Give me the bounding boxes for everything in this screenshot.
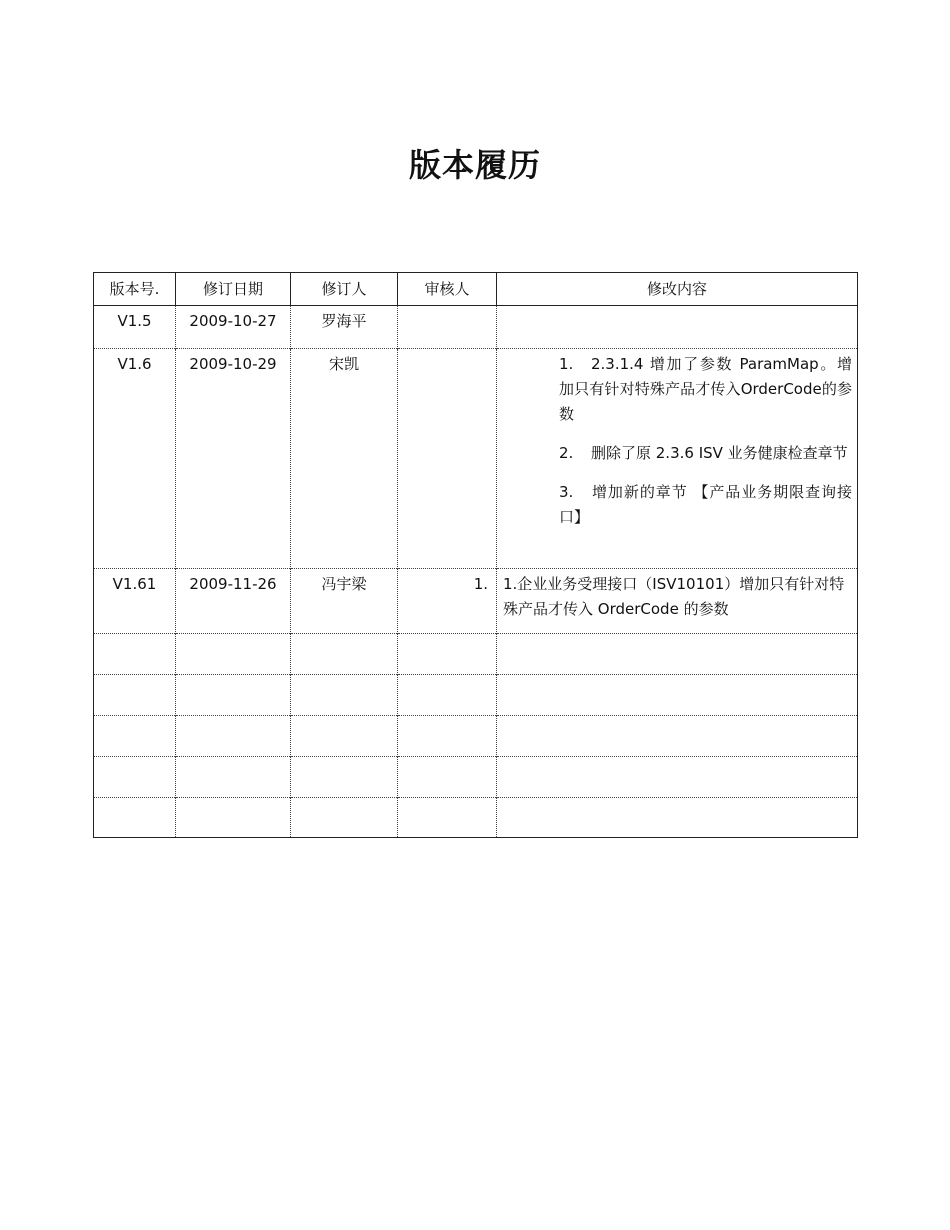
version-cell — [94, 675, 176, 716]
date-cell — [176, 675, 291, 716]
reviser-value: 宋凯 — [328, 355, 359, 373]
date-cell — [176, 634, 291, 675]
version-value: V1.61 — [112, 575, 157, 593]
reviewer-cell — [398, 716, 497, 757]
header-content: 修改内容 — [497, 273, 858, 306]
content-list — [497, 349, 857, 530]
version-cell — [94, 569, 176, 634]
version-cell — [94, 757, 176, 798]
content-cell — [497, 569, 858, 634]
reviewer-cell — [398, 349, 497, 569]
table-row — [94, 798, 858, 838]
date-cell — [176, 757, 291, 798]
item-text: 2.3.1.4 增加了参数 ParamMap。增加只有针对特殊产品才传入OrderCode的参数 — [559, 355, 852, 423]
reviser-cell — [291, 349, 398, 569]
version-cell — [94, 306, 176, 349]
table-row — [94, 569, 858, 634]
header-row — [94, 273, 858, 306]
reviser-cell — [291, 798, 398, 838]
version-value: V1.5 — [117, 312, 152, 330]
version-value: V1.6 — [117, 355, 152, 373]
content-item — [559, 480, 852, 530]
table-row — [94, 634, 858, 675]
table-row — [94, 757, 858, 798]
version-history-table — [93, 272, 858, 838]
content-cell — [497, 306, 858, 349]
item-number: 2. — [559, 444, 574, 462]
content-cell — [497, 757, 858, 798]
date-value: 2009-11-26 — [189, 575, 277, 593]
table-row — [94, 306, 858, 349]
reviser-cell — [291, 306, 398, 349]
version-cell — [94, 349, 176, 569]
date-cell — [176, 349, 291, 569]
reviewer-value — [398, 306, 496, 309]
content-cell — [497, 675, 858, 716]
content-item — [559, 352, 852, 427]
header-reviewer: 审核人 — [398, 273, 497, 306]
reviewer-cell — [398, 569, 497, 634]
date-cell — [176, 716, 291, 757]
table-row — [94, 716, 858, 757]
reviewer-cell — [398, 634, 497, 675]
version-cell — [94, 716, 176, 757]
header-date: 修订日期 — [176, 273, 291, 306]
reviewer-cell — [398, 798, 497, 838]
version-cell — [94, 634, 176, 675]
reviser-value: 罗海平 — [321, 312, 367, 330]
content-cell — [497, 349, 858, 569]
reviewer-value — [398, 349, 496, 352]
reviewer-cell — [398, 757, 497, 798]
reviewer-cell — [398, 675, 497, 716]
date-cell — [176, 798, 291, 838]
page-title: 版本履历 — [408, 146, 541, 184]
content-cell — [497, 716, 858, 757]
item-number: 1. — [559, 355, 574, 373]
table-row — [94, 675, 858, 716]
content-cell — [497, 634, 858, 675]
content-cell — [497, 798, 858, 838]
reviser-value: 冯宇梁 — [321, 575, 367, 593]
item-number: 3. — [559, 483, 574, 501]
header-version: 版本号. — [94, 273, 176, 306]
content-text: 1.企业业务受理接口（ISV10101）增加只有针对特殊产品才传入 OrderCode 的参数 — [503, 575, 845, 618]
reviser-cell — [291, 716, 398, 757]
version-cell — [94, 798, 176, 838]
reviser-cell — [291, 675, 398, 716]
item-text: 删除了原 2.3.6 ISV 业务健康检查章节 — [591, 444, 848, 462]
item-text: 增加新的章节 【产品业务期限查询接口】 — [559, 483, 852, 526]
header-reviser: 修订人 — [291, 273, 398, 306]
reviser-cell — [291, 757, 398, 798]
date-cell — [176, 306, 291, 349]
date-cell — [176, 569, 291, 634]
date-value: 2009-10-27 — [189, 312, 277, 330]
content-item — [559, 441, 852, 466]
reviewer-cell — [398, 306, 497, 349]
reviewer-value: 1. — [473, 575, 488, 593]
reviser-cell — [291, 569, 398, 634]
table-row — [94, 349, 858, 569]
reviser-cell — [291, 634, 398, 675]
date-value: 2009-10-29 — [189, 355, 277, 373]
